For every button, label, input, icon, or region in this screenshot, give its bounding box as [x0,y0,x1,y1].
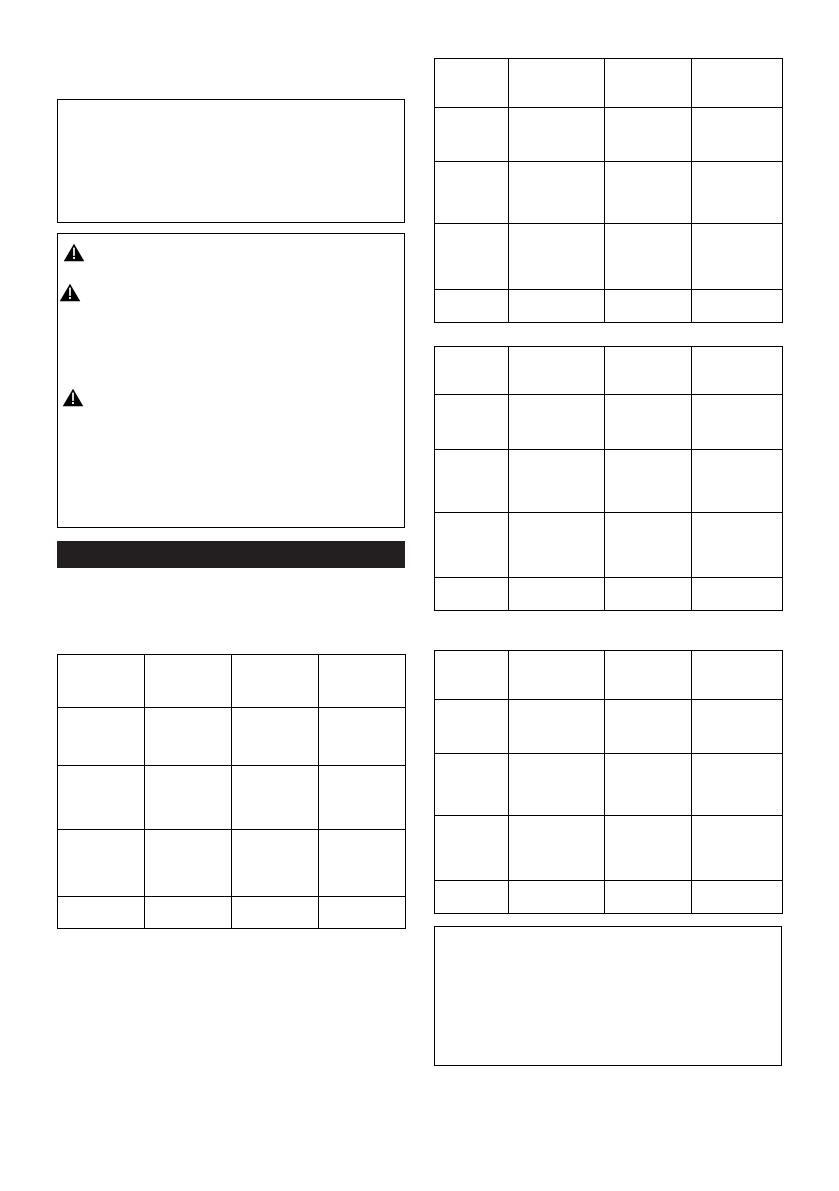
table-cell [509,754,605,816]
table-cell [605,700,692,754]
table-row [58,830,406,897]
table-cell [435,513,509,578]
table-cell [58,708,145,766]
table-cell [435,108,509,162]
warning-triangle-icon [62,388,84,407]
table-cell [319,830,406,897]
table-cell [509,108,605,162]
table-cell [435,651,509,700]
table-cell [692,59,783,108]
table-cell [605,395,692,450]
table-row [435,578,783,611]
table-cell [605,162,692,224]
right-table-two [434,346,783,611]
table-row [435,651,783,700]
table-cell [232,655,319,708]
right-table-one [434,58,783,323]
table-cell [605,224,692,290]
table-cell [692,651,783,700]
warning-triangle-icon [63,243,85,262]
table-cell [58,655,145,708]
table-cell [605,651,692,700]
table-cell [58,897,145,929]
table-row [435,290,783,323]
table-cell [509,700,605,754]
table-cell [509,578,605,611]
right-table-three [434,650,783,914]
table-cell [232,708,319,766]
table-cell [145,766,232,830]
table-row [435,395,783,450]
table-cell [692,224,783,290]
table-cell [605,450,692,513]
table-cell [435,450,509,513]
table-cell [509,881,605,914]
table-cell [605,513,692,578]
table-cell [435,224,509,290]
table-cell [692,513,783,578]
table-row [435,224,783,290]
table-row [435,450,783,513]
table-cell [435,162,509,224]
table-cell [509,513,605,578]
table-cell [435,700,509,754]
table-cell [145,655,232,708]
table-cell [692,108,783,162]
table-cell [692,578,783,611]
table-cell [692,700,783,754]
table-cell [605,578,692,611]
table-cell [605,59,692,108]
table-row [435,108,783,162]
table-cell [605,108,692,162]
table-cell [319,708,406,766]
table-cell [232,897,319,929]
table-cell [509,395,605,450]
table-cell [319,766,406,830]
table-cell [435,754,509,816]
table-cell [605,881,692,914]
table-cell [145,708,232,766]
table-row [435,754,783,816]
section-heading-bar [57,541,405,568]
table-cell [435,347,509,395]
table-cell [692,290,783,323]
table-cell [692,881,783,914]
table-row [435,162,783,224]
table-cell [435,395,509,450]
note-box [57,99,405,223]
section-heading-label [57,541,405,555]
table-cell [692,162,783,224]
table-cell [509,816,605,881]
spec-table [57,654,406,929]
table-cell [605,754,692,816]
table-cell [435,816,509,881]
table-cell [509,162,605,224]
table-cell [232,830,319,897]
warning-box [57,233,405,528]
table-row [435,881,783,914]
table-row [435,513,783,578]
table-row [435,59,783,108]
footer-note-box [434,926,782,1066]
table-cell [605,347,692,395]
warning-triangle-icon [59,283,81,302]
table-row [58,766,406,830]
table-cell [58,830,145,897]
table-cell [232,766,319,830]
table-cell [605,816,692,881]
table-row [58,897,406,929]
table-cell [509,347,605,395]
table-cell [692,816,783,881]
table-cell [435,59,509,108]
table-cell [509,290,605,323]
table-cell [509,224,605,290]
table-cell [509,59,605,108]
table-cell [692,754,783,816]
table-cell [692,347,783,395]
table-row [435,347,783,395]
table-cell [605,290,692,323]
table-cell [509,450,605,513]
table-cell [435,578,509,611]
table-cell [319,897,406,929]
table-cell [435,881,509,914]
table-row [435,816,783,881]
table-cell [58,766,145,830]
table-cell [145,897,232,929]
table-cell [509,651,605,700]
table-cell [435,290,509,323]
table-row [58,655,406,708]
table-cell [692,450,783,513]
table-row [435,700,783,754]
table-cell [319,655,406,708]
table-row [58,708,406,766]
table-cell [692,395,783,450]
table-cell [145,830,232,897]
